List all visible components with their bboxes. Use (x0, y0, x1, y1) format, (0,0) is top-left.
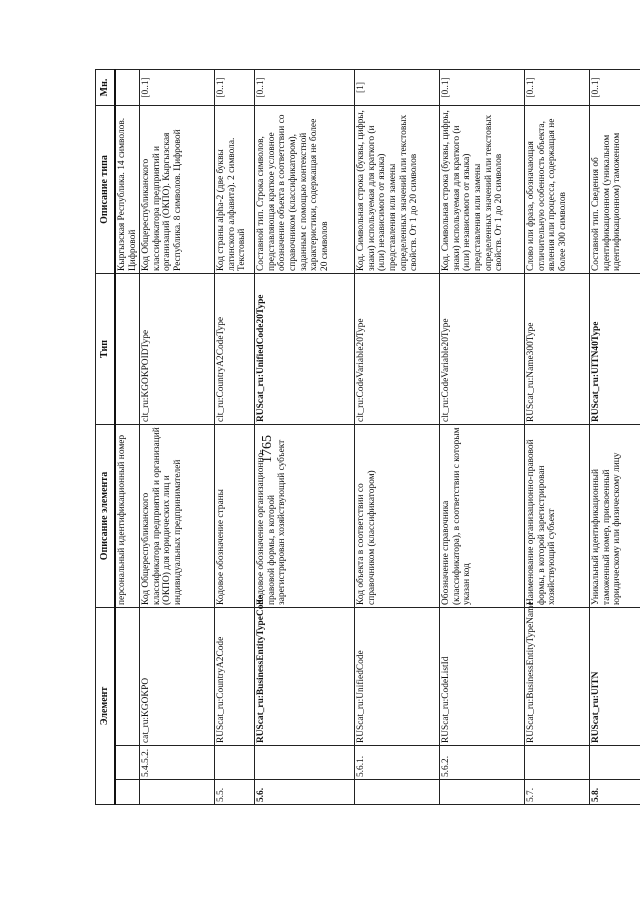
element-name (115, 607, 140, 745)
element-spec-table-wrapper (95, 70, 623, 805)
type-name: clt_ru:CodeVariable20Type (355, 273, 440, 424)
element-name: RUScat_ru:CodeListId (440, 607, 525, 745)
type-description: Код. Символьная строка (буквы, цифры, знаки) используемая для краткого (и (или) независимого от языка) представления или замены определенных значений или текстовых свойств. От 1 до 20 символов (440, 105, 525, 273)
row-number: 5.7. (525, 780, 590, 805)
row-number: 5.5. (215, 780, 255, 805)
table-header-row (96, 69, 116, 804)
type-name (115, 273, 140, 424)
table-row (590, 69, 640, 804)
multiplicity (115, 69, 140, 105)
type-name: RUScat_ru:UnifiedCode20Type (255, 273, 355, 424)
element-name: RUScat_ru:UnifiedCode (355, 607, 440, 745)
sub-number (255, 746, 355, 780)
multiplicity: [1] (355, 69, 440, 105)
element-description: персональный идентификационный номер (115, 424, 140, 607)
element-name: RUScat_ru:CountryA2Code (215, 607, 255, 745)
type-description: Составной тип. Строка символов, представляющая краткое условное обозначение объекта в соответствии со справочником (классификатором), заданным с помощью контекстной характеристики, содержащая не более 20 символов (255, 105, 355, 273)
sub-number (525, 746, 590, 780)
element-spec-table (95, 69, 640, 805)
type-description: Код Общереспубликанского классификатора предприятий и организаций (ОКПО). Кыргызская Республика. 8 символов. Цифровой (140, 105, 215, 273)
element-description: Обозначение справочника (классификатора), в соответствии с которым указан код (440, 424, 525, 607)
table-row (355, 69, 440, 804)
element-description: Код объекта в соответствии со справочником (классификатором) (355, 424, 440, 607)
row-number (115, 780, 140, 805)
row-number: 5.8. (590, 780, 640, 805)
type-name: clt_ru:CountryA2CodeType (215, 273, 255, 424)
element-description: Уникальный идентификационный таможенный номер, присвоенный юридическому или физическому лицу (590, 424, 640, 607)
element-description: Кодовое обозначение организационно-правовой формы, в которой зарегистрирован хозяйствующий субъект (255, 424, 355, 607)
header-type: Тип (96, 273, 116, 424)
multiplicity: [0..1] (590, 69, 640, 105)
sub-number (115, 746, 140, 780)
sub-number: 5.4.5.2. (140, 746, 215, 780)
sub-number (590, 746, 640, 780)
multiplicity: [0..1] (215, 69, 255, 105)
element-description: Кодовое обозначение страны (215, 424, 255, 607)
element-name: RUScat_ru:UITN (590, 607, 640, 745)
element-name: RUScat_ru:BusinessEntityTypeName (525, 607, 590, 745)
row-number: 5.6. (255, 780, 355, 805)
type-description: Кыргызская Республика. 14 символов. Цифровой (115, 105, 140, 273)
type-name: clt_ru:CodeVariable20Type (440, 273, 525, 424)
table-row (525, 69, 590, 804)
multiplicity: [0..1] (440, 69, 525, 105)
rotated-table-stage (95, 70, 640, 802)
element-name: RUScat_ru:BusinessEntityTypeCode (255, 607, 355, 745)
header-element: Элемент (96, 607, 116, 804)
multiplicity: [0..1] (525, 69, 590, 105)
page-number: 1765 (260, 435, 275, 463)
row-number (140, 780, 215, 805)
sub-number (215, 746, 255, 780)
table-row (115, 69, 140, 804)
element-name: cat_ru:KGOKPO (140, 607, 215, 745)
type-name: RUScat_ru:UITN40Type (590, 273, 640, 424)
row-number (355, 780, 440, 805)
table-row (255, 69, 355, 804)
sub-number: 5.6.1. (355, 746, 440, 780)
type-name: clt_ru:KGOKPOIDType (140, 273, 215, 424)
element-description: Наименование организационно-правовой формы, в которой зарегистрирован хозяйствующий субъект (525, 424, 590, 607)
sub-number: 5.6.2. (440, 746, 525, 780)
table-row (215, 69, 255, 804)
type-description: Код. Символьная строка (буквы, цифры, знаки) используемая для краткого (и (или) независимого от языка) представления или замены определенных значений или текстовых свойств. От 1 до 20 символов (355, 105, 440, 273)
multiplicity: [0..1] (140, 69, 215, 105)
table-body (115, 69, 640, 804)
type-description: Составной тип. Сведения об идентификационном (уникальном идентификационном) таможенном (590, 105, 640, 273)
table-row (440, 69, 525, 804)
header-multiplicity: Мн. (96, 69, 116, 105)
type-name: RUScat_ru:Name300Type (525, 273, 590, 424)
row-number (440, 780, 525, 805)
multiplicity: [0..1] (255, 69, 355, 105)
header-type-description: Описание типа (96, 105, 116, 273)
header-element-description: Описание элемента (96, 424, 116, 607)
element-description: Код Общереспубликанского классификатора предприятий и организаций (ОКПО) для юридических лиц и индивидуальных предпринимателей (140, 424, 215, 607)
type-description: Код страны alpha-2 (две буквы латинского алфавита). 2 символа. Текстовый (215, 105, 255, 273)
type-description: Слово или фраза, обозначающая отличительную особенность объекта, явления или процесса, содержащая не более 300 символов (525, 105, 590, 273)
table-row (140, 69, 215, 804)
